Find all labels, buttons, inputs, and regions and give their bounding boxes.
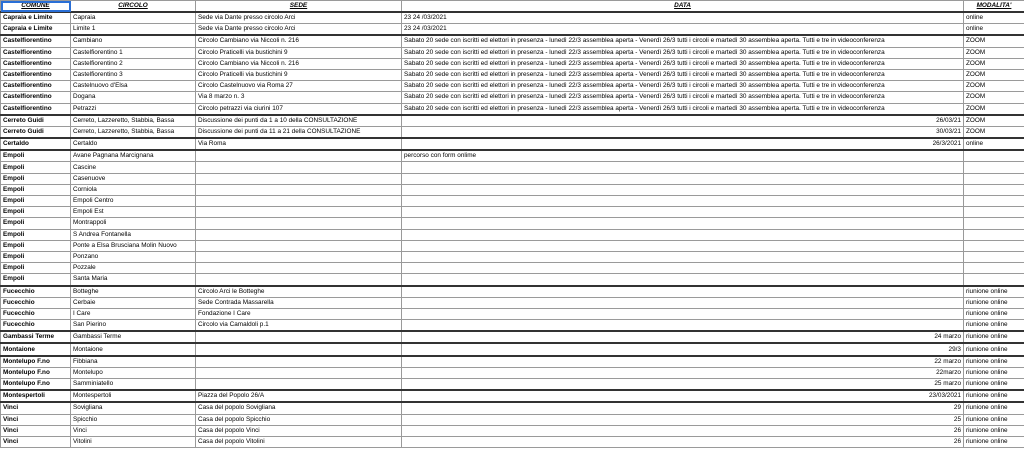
cell-circolo[interactable]: Castelnuovo d'Elsa <box>71 81 196 92</box>
cell-circolo[interactable]: Cerreto, Lazzeretto, Stabbia, Bassa <box>71 126 196 138</box>
cell-comune[interactable]: Empoli <box>1 196 71 207</box>
table-row <box>1 162 1024 173</box>
cell-sede[interactable]: Circolo petrazzi via ciurini 107 <box>196 103 402 115</box>
cell-data[interactable] <box>402 263 964 274</box>
cell-modalita[interactable]: riunione online <box>964 425 1024 436</box>
cell-comune[interactable]: Empoli <box>1 207 71 218</box>
cell-circolo[interactable]: Petrazzi <box>71 103 196 115</box>
cell-sede[interactable]: Via 8 marzo n. 3 <box>196 92 402 103</box>
table-row <box>1 81 1024 92</box>
cell-modalita[interactable]: riunione online <box>964 320 1024 332</box>
cell-modalita[interactable]: online <box>964 138 1024 150</box>
cell-modalita[interactable]: ZOOM <box>964 35 1024 47</box>
cell-comune[interactable]: Fucecchio <box>1 308 71 319</box>
cell-comune[interactable]: Empoli <box>1 240 71 251</box>
cell-sede[interactable]: Circolo Praticelli via bustichini 9 <box>196 47 402 58</box>
table-row <box>1 229 1024 240</box>
cell-modalita[interactable]: riunione online <box>964 297 1024 308</box>
table-body <box>1 12 1024 448</box>
table-row <box>1 436 1024 447</box>
cell-circolo[interactable]: Ponzano <box>71 251 196 262</box>
table-row <box>1 218 1024 229</box>
cell-comune[interactable]: Montelupo F.no <box>1 367 71 378</box>
table-row <box>1 343 1024 355</box>
cell-data[interactable]: 29/3 <box>402 343 964 355</box>
table-row <box>1 297 1024 308</box>
cell-modalita[interactable]: riunione online <box>964 367 1024 378</box>
cell-sede[interactable]: Fondazione I Care <box>196 308 402 319</box>
cell-comune[interactable]: Castelfiorentino <box>1 69 71 80</box>
cell-comune[interactable]: Vinci <box>1 402 71 414</box>
cell-modalita[interactable]: riunione online <box>964 402 1024 414</box>
cell-data[interactable]: Sabato 20 sede con iscritti ed elettori in presenza - lunedì 22/3 assemblea aperta - Venerdì 26/3 tutti i circoli e martedì 30 assemblea aperta. Tutti e tre in videoconferenza <box>402 35 964 47</box>
cell-sede[interactable]: Circolo via Camaldoli p.1 <box>196 320 402 332</box>
cell-comune[interactable]: Castelfiorentino <box>1 92 71 103</box>
cell-data[interactable] <box>402 297 964 308</box>
cell-data[interactable]: 29 <box>402 402 964 414</box>
cell-circolo[interactable]: Castelfiorentino 1 <box>71 47 196 58</box>
table-row <box>1 103 1024 115</box>
cell-comune[interactable]: Empoli <box>1 150 71 162</box>
cell-circolo[interactable]: Castelfiorentino 3 <box>71 69 196 80</box>
cell-circolo[interactable]: Casenuove <box>71 173 196 184</box>
cell-sede[interactable] <box>196 173 402 184</box>
cell-circolo[interactable]: Vinci <box>71 425 196 436</box>
cell-data[interactable] <box>402 218 964 229</box>
cell-modalita[interactable] <box>964 274 1024 286</box>
cell-modalita[interactable] <box>964 251 1024 262</box>
cell-sede[interactable]: Circolo Praticelli via bustichini 9 <box>196 69 402 80</box>
cell-sede[interactable] <box>196 218 402 229</box>
cell-modalita[interactable]: riunione online <box>964 390 1024 402</box>
cell-modalita[interactable] <box>964 162 1024 173</box>
cell-comune[interactable]: Fucecchio <box>1 297 71 308</box>
table-row <box>1 12 1024 24</box>
table-row <box>1 320 1024 332</box>
cell-data[interactable]: Sabato 20 sede con iscritti ed elettori in presenza - lunedì 22/3 assemblea aperta - Venerdì 26/3 tutti i circoli e martedì 30 assemblea aperta. Tutti e tre in videoconferenza <box>402 47 964 58</box>
cell-comune[interactable]: Fucecchio <box>1 286 71 298</box>
cell-sede[interactable] <box>196 263 402 274</box>
cell-circolo[interactable]: Empoli Est <box>71 207 196 218</box>
cell-data[interactable]: Sabato 20 sede con iscritti ed elettori in presenza - lunedì 22/3 assemblea aperta - Venerdì 26/3 tutti i circoli e martedì 30 assemblea aperta. Tutti e tre in videoconferenza <box>402 81 964 92</box>
cell-modalita[interactable]: ZOOM <box>964 47 1024 58</box>
cell-comune[interactable]: Empoli <box>1 218 71 229</box>
cell-circolo[interactable]: Limite 1 <box>71 24 196 36</box>
cell-modalita[interactable]: ZOOM <box>964 92 1024 103</box>
cell-data[interactable] <box>402 286 964 298</box>
header-modalita[interactable]: MODALITA' <box>964 1 1024 13</box>
table-row <box>1 379 1024 391</box>
table-row <box>1 425 1024 436</box>
cell-sede[interactable] <box>196 240 402 251</box>
cell-comune[interactable]: Montelupo F.no <box>1 356 71 368</box>
cell-data[interactable]: 26 <box>402 436 964 447</box>
cell-comune[interactable]: Vinci <box>1 436 71 447</box>
cell-comune[interactable]: Capraia e Limite <box>1 12 71 24</box>
cell-comune[interactable]: Empoli <box>1 251 71 262</box>
cell-circolo[interactable]: Sovigliana <box>71 402 196 414</box>
cell-circolo[interactable]: Dogana <box>71 92 196 103</box>
cell-sede[interactable] <box>196 367 402 378</box>
cell-data[interactable]: 23 24 /03/2021 <box>402 12 964 24</box>
cell-comune[interactable]: Montelupo F.no <box>1 379 71 391</box>
cell-sede[interactable]: Casa del popolo Vitolini <box>196 436 402 447</box>
cell-modalita[interactable]: online <box>964 12 1024 24</box>
cell-data[interactable] <box>402 184 964 195</box>
cell-circolo[interactable]: Santa Maria <box>71 274 196 286</box>
table-row <box>1 263 1024 274</box>
cell-data[interactable] <box>402 308 964 319</box>
cell-sede[interactable]: Sede via Dante presso circolo Arci <box>196 24 402 36</box>
cell-data[interactable]: 26 <box>402 425 964 436</box>
cell-data[interactable]: 26/03/21 <box>402 115 964 127</box>
cell-comune[interactable]: Empoli <box>1 184 71 195</box>
cell-sede[interactable] <box>196 331 402 343</box>
cell-sede[interactable]: Circolo Cambiano via Niccoli n. 216 <box>196 58 402 69</box>
table-row <box>1 35 1024 47</box>
cell-comune[interactable]: Capraia e Limite <box>1 24 71 36</box>
cell-modalita[interactable]: online <box>964 24 1024 36</box>
cell-data[interactable]: 26/3/2021 <box>402 138 964 150</box>
table-row <box>1 115 1024 127</box>
cell-modalita[interactable]: ZOOM <box>964 69 1024 80</box>
cell-comune[interactable]: Certaldo <box>1 138 71 150</box>
table-row <box>1 69 1024 80</box>
cell-sede[interactable]: Casa del popolo Sovigliana <box>196 402 402 414</box>
cell-comune[interactable]: Empoli <box>1 263 71 274</box>
cell-sede[interactable] <box>196 274 402 286</box>
cell-circolo[interactable]: San Pierino <box>71 320 196 332</box>
cell-data[interactable]: 23 24 /03/2021 <box>402 24 964 36</box>
cell-circolo[interactable]: Gambassi Terme <box>71 331 196 343</box>
cell-sede[interactable]: Sede Contrada Massarella <box>196 297 402 308</box>
cell-comune[interactable]: Gambassi Terme <box>1 331 71 343</box>
cell-data[interactable]: Sabato 20 sede con iscritti ed elettori in presenza - lunedì 22/3 assemblea aperta - Venerdì 26/3 tutti i circoli e martedì 30 assemblea aperta. Tutti e tre in videoconferenza <box>402 103 964 115</box>
cell-sede[interactable]: Casa del popolo Vinci <box>196 425 402 436</box>
cell-circolo[interactable]: Vitolini <box>71 436 196 447</box>
cell-modalita[interactable] <box>964 184 1024 195</box>
table-row <box>1 196 1024 207</box>
cell-circolo[interactable]: Ponte a Elsa Brusciana Molin Nuovo <box>71 240 196 251</box>
header-row <box>1 1 1024 13</box>
table-row <box>1 308 1024 319</box>
cell-sede[interactable] <box>196 229 402 240</box>
table-row <box>1 58 1024 69</box>
cell-comune[interactable]: Montaione <box>1 343 71 355</box>
cell-data[interactable] <box>402 207 964 218</box>
cell-data[interactable] <box>402 229 964 240</box>
cell-sede[interactable] <box>196 150 402 162</box>
cell-comune[interactable]: Castelfiorentino <box>1 103 71 115</box>
cell-circolo[interactable]: Montaione <box>71 343 196 355</box>
cell-circolo[interactable]: Samminiatello <box>71 379 196 391</box>
cell-modalita[interactable]: riunione online <box>964 286 1024 298</box>
cell-circolo[interactable]: Certaldo <box>71 138 196 150</box>
cell-comune[interactable]: Cerreto Guidi <box>1 126 71 138</box>
cell-modalita[interactable]: ZOOM <box>964 126 1024 138</box>
table-row <box>1 173 1024 184</box>
cell-circolo[interactable]: Cascine <box>71 162 196 173</box>
cell-circolo[interactable]: Empoli Centro <box>71 196 196 207</box>
cell-data[interactable]: percorso con form onlime <box>402 150 964 162</box>
header-data[interactable]: DATA <box>402 1 964 13</box>
cell-sede[interactable] <box>196 196 402 207</box>
cell-sede[interactable]: Discussione dei punti da 11 a 21 della CONSULTAZIONE <box>196 126 402 138</box>
cell-comune[interactable]: Castelfiorentino <box>1 81 71 92</box>
cell-modalita[interactable]: riunione online <box>964 414 1024 425</box>
cell-comune[interactable]: Montespertoli <box>1 390 71 402</box>
cell-sede[interactable] <box>196 184 402 195</box>
cell-data[interactable]: 24 marzo <box>402 331 964 343</box>
table-row <box>1 47 1024 58</box>
table-row <box>1 402 1024 414</box>
cell-sede[interactable]: Sede via Dante presso circolo Arci <box>196 12 402 24</box>
cell-data[interactable] <box>402 320 964 332</box>
cell-modalita[interactable]: riunione online <box>964 308 1024 319</box>
cell-modalita[interactable]: riunione online <box>964 331 1024 343</box>
cell-circolo[interactable]: Avane Pagnana Marcignana <box>71 150 196 162</box>
cell-sede[interactable]: Circolo Castelnuovo via Roma 27 <box>196 81 402 92</box>
cell-data[interactable]: Sabato 20 sede con iscritti ed elettori in presenza - lunedì 22/3 assemblea aperta - Venerdì 26/3 tutti i circoli e martedì 30 assemblea aperta. Tutti e tre in videoconferenza <box>402 69 964 80</box>
cell-comune[interactable]: Castelfiorentino <box>1 58 71 69</box>
cell-data[interactable]: Sabato 20 sede con iscritti ed elettori in presenza - lunedì 22/3 assemblea aperta - Venerdì 26/3 tutti i circoli e martedì 30 assemblea aperta. Tutti e tre in videoconferenza <box>402 92 964 103</box>
cell-data[interactable]: 23/03/2021 <box>402 390 964 402</box>
table-row <box>1 356 1024 368</box>
cell-data[interactable]: 22 marzo <box>402 356 964 368</box>
cell-circolo[interactable]: Castelfiorentino 2 <box>71 58 196 69</box>
cell-modalita[interactable] <box>964 263 1024 274</box>
cell-modalita[interactable]: riunione online <box>964 436 1024 447</box>
cell-circolo[interactable]: Spicchio <box>71 414 196 425</box>
cell-data[interactable]: 25 <box>402 414 964 425</box>
table-row <box>1 126 1024 138</box>
cell-modalita[interactable]: riunione online <box>964 356 1024 368</box>
cell-data[interactable] <box>402 196 964 207</box>
cell-comune[interactable]: Vinci <box>1 414 71 425</box>
table-row <box>1 92 1024 103</box>
table-row <box>1 274 1024 286</box>
cell-circolo[interactable]: S Andrea Fontanella <box>71 229 196 240</box>
header-sede[interactable]: SEDE <box>196 1 402 13</box>
cell-modalita[interactable]: riunione online <box>964 379 1024 391</box>
cell-circolo[interactable]: Fibbiana <box>71 356 196 368</box>
table-row <box>1 24 1024 36</box>
table-row <box>1 367 1024 378</box>
cell-sede[interactable]: Circolo Arci le Botteghe <box>196 286 402 298</box>
cell-modalita[interactable] <box>964 218 1024 229</box>
table-row <box>1 184 1024 195</box>
cell-modalita[interactable] <box>964 207 1024 218</box>
cell-comune[interactable]: Castelfiorentino <box>1 47 71 58</box>
cell-modalita[interactable] <box>964 196 1024 207</box>
cell-circolo[interactable]: Cerbaie <box>71 297 196 308</box>
table-row <box>1 138 1024 150</box>
cell-comune[interactable]: Cerreto Guidi <box>1 115 71 127</box>
cell-comune[interactable]: Empoli <box>1 162 71 173</box>
table-row <box>1 150 1024 162</box>
table-row <box>1 331 1024 343</box>
cell-data[interactable]: 25 marzo <box>402 379 964 391</box>
cell-comune[interactable]: Vinci <box>1 425 71 436</box>
cell-data[interactable]: Sabato 20 sede con iscritti ed elettori in presenza - lunedì 22/3 assemblea aperta - Venerdì 26/3 tutti i circoli e martedì 30 assemblea aperta. Tutti e tre in videoconferenza <box>402 58 964 69</box>
cell-comune[interactable]: Castelfiorentino <box>1 35 71 47</box>
cell-sede[interactable] <box>196 356 402 368</box>
cell-circolo[interactable]: Botteghe <box>71 286 196 298</box>
cell-modalita[interactable] <box>964 240 1024 251</box>
cell-circolo[interactable]: Corniola <box>71 184 196 195</box>
cell-data[interactable]: 30/03/21 <box>402 126 964 138</box>
cell-comune[interactable]: Fucecchio <box>1 320 71 332</box>
cell-circolo[interactable]: Cerreto, Lazzeretto, Stabbia, Bassa <box>71 115 196 127</box>
cell-data[interactable] <box>402 173 964 184</box>
header-comune[interactable]: COMUNE <box>1 1 71 13</box>
cell-modalita[interactable]: ZOOM <box>964 58 1024 69</box>
cell-modalita[interactable] <box>964 150 1024 162</box>
cell-modalita[interactable]: ZOOM <box>964 103 1024 115</box>
table-row <box>1 390 1024 402</box>
cell-comune[interactable]: Empoli <box>1 274 71 286</box>
cell-circolo[interactable]: Montespertoli <box>71 390 196 402</box>
cell-modalita[interactable]: ZOOM <box>964 81 1024 92</box>
cell-sede[interactable] <box>196 343 402 355</box>
cell-modalita[interactable] <box>964 173 1024 184</box>
cell-sede[interactable] <box>196 207 402 218</box>
table-row <box>1 251 1024 262</box>
table-row <box>1 414 1024 425</box>
cell-sede[interactable]: Circolo Cambiano via Niccoli n. 216 <box>196 35 402 47</box>
cell-modalita[interactable] <box>964 229 1024 240</box>
cell-sede[interactable] <box>196 251 402 262</box>
table-row <box>1 240 1024 251</box>
cell-circolo[interactable]: Capraia <box>71 12 196 24</box>
cell-sede[interactable] <box>196 379 402 391</box>
cell-circolo[interactable]: Cambiano <box>71 35 196 47</box>
cell-data[interactable] <box>402 251 964 262</box>
cell-comune[interactable]: Empoli <box>1 229 71 240</box>
cell-sede[interactable] <box>196 162 402 173</box>
cell-modalita[interactable]: ZOOM <box>964 115 1024 127</box>
header-circolo[interactable]: CIRCOLO <box>71 1 196 13</box>
cell-circolo[interactable]: I Care <box>71 308 196 319</box>
cell-sede[interactable]: Discussione dei punti da 1 a 10 della CONSULTAZIONE <box>196 115 402 127</box>
table-row <box>1 286 1024 298</box>
cell-circolo[interactable]: Pozzale <box>71 263 196 274</box>
cell-sede[interactable]: Piazza del Popolo 26/A <box>196 390 402 402</box>
cell-data[interactable]: 22marzo <box>402 367 964 378</box>
cell-modalita[interactable]: riunione online <box>964 343 1024 355</box>
cell-sede[interactable]: Via Roma <box>196 138 402 150</box>
table-row <box>1 207 1024 218</box>
cell-sede[interactable]: Casa del popolo Spicchio <box>196 414 402 425</box>
cell-circolo[interactable]: Montrappoli <box>71 218 196 229</box>
cell-comune[interactable]: Empoli <box>1 173 71 184</box>
cell-data[interactable] <box>402 274 964 286</box>
cell-data[interactable] <box>402 162 964 173</box>
cell-circolo[interactable]: Montelupo <box>71 367 196 378</box>
cell-data[interactable] <box>402 240 964 251</box>
